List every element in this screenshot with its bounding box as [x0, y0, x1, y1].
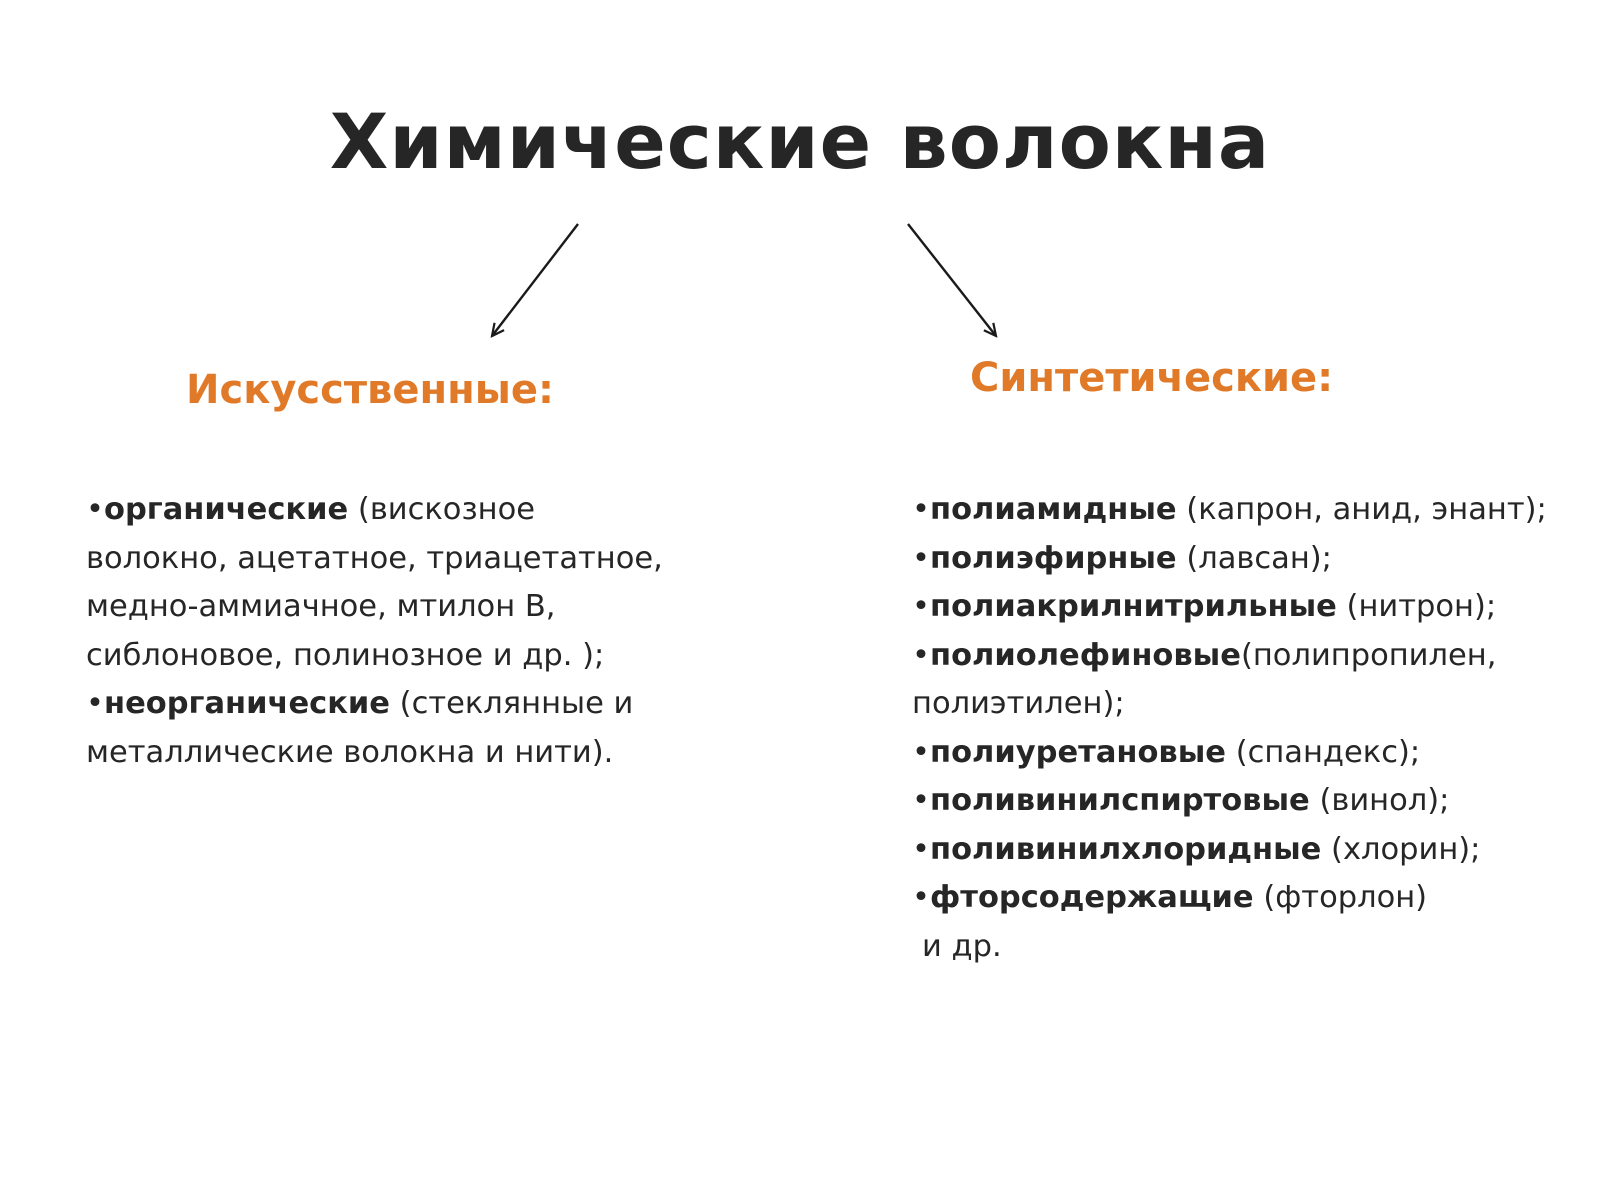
item-term: фторсодержащие	[930, 880, 1254, 915]
item-details: (стеклянные и металлические волокна и нити).	[86, 686, 634, 770]
list-item	[912, 826, 1552, 875]
item-details: (хлорин);	[1321, 831, 1481, 867]
bullet: •	[912, 880, 930, 915]
list-item	[912, 777, 1552, 826]
item-term: поливинилхлоридные	[930, 831, 1322, 867]
item-term: неорганические	[104, 686, 390, 721]
list-item	[86, 486, 686, 680]
bullet: •	[912, 637, 930, 673]
item-term: полиакрилнитрильные	[930, 589, 1337, 624]
synthetic-fibers-list	[912, 486, 1552, 971]
diagram-title: Химические волокна	[329, 97, 1271, 186]
list-tail: и др.	[922, 928, 1002, 964]
item-details: (капрон, анид, энант);	[1176, 492, 1547, 527]
item-term: полиуретановые	[930, 734, 1226, 770]
bullet: •	[912, 734, 930, 770]
artificial-fibers-list	[86, 486, 686, 777]
bullet: •	[912, 540, 930, 576]
branch-heading-artificial: Искусственные:	[186, 367, 555, 413]
list-item	[912, 535, 1552, 584]
bullet: •	[912, 492, 930, 527]
bullet: •	[86, 492, 104, 527]
bullet: •	[912, 783, 930, 818]
item-term: полиолефиновые	[930, 637, 1241, 673]
item-details: (спандекс);	[1226, 734, 1421, 770]
item-details: (винол);	[1309, 783, 1450, 818]
list-item	[86, 680, 686, 777]
list-item	[912, 486, 1552, 535]
bullet: •	[912, 589, 930, 624]
item-term: полиамидные	[930, 492, 1177, 527]
arrow-right	[908, 224, 996, 336]
bullet: •	[912, 831, 930, 867]
item-term: органические	[104, 492, 349, 527]
item-term: поливинилспиртовые	[930, 783, 1310, 818]
list-item	[912, 729, 1552, 778]
item-details: (фторлон)	[1253, 880, 1428, 915]
item-details: (нитрон);	[1336, 589, 1497, 624]
item-details: (лавсан);	[1176, 540, 1332, 576]
item-details: (полипропилен, полиэтилен);	[912, 637, 1497, 721]
item-term: полиэфирные	[930, 540, 1177, 576]
bullet: •	[86, 686, 104, 721]
item-details: (вискозное волокно, ацетатное, триацетатное, медно-аммиачное, мтилон В, сиблоновое, полинозное и др. );	[86, 492, 663, 673]
list-item	[912, 583, 1552, 632]
arrow-left	[492, 224, 578, 336]
branch-heading-synthetic: Синтетические:	[970, 355, 1334, 401]
list-item	[912, 632, 1552, 729]
list-item	[912, 874, 1552, 971]
